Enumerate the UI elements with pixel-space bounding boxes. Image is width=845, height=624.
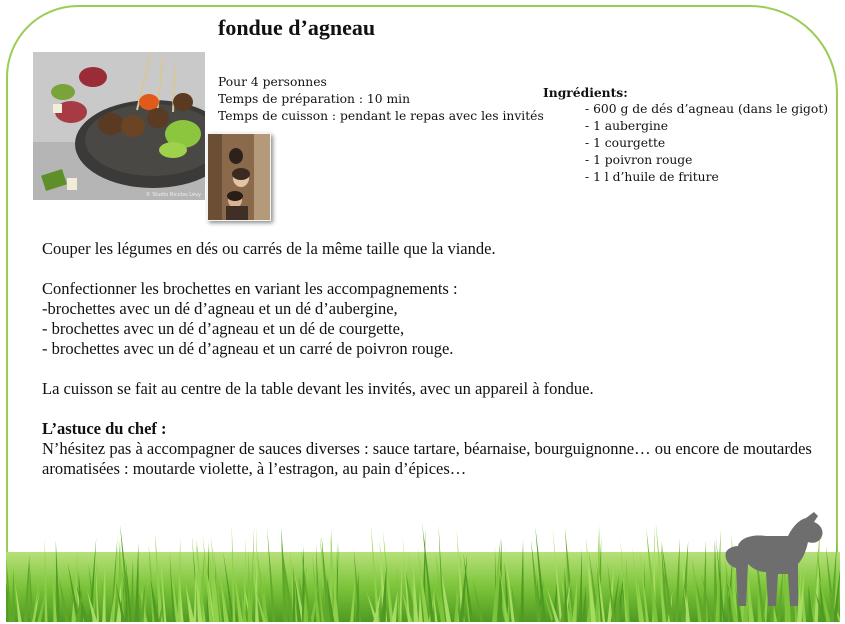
servings: Pour 4 personnes — [218, 75, 327, 89]
recipe-title: fondue d’agneau — [218, 15, 376, 40]
prep-time: Temps de préparation : 10 min — [218, 92, 411, 106]
ingredient-item: - 600 g de dés d’agneau (dans le gigot) — [585, 102, 829, 116]
photo-credit: © Studio Nicolas Lévy — [145, 192, 201, 198]
lamb-silhouette-icon — [718, 508, 826, 610]
ingredients-heading: Ingrédients: — [543, 85, 628, 100]
people-photo — [207, 133, 271, 221]
chef-tip-text: N’hésitez pas à accompagner de sauces diverses : sauce tartare, béarnaise, bourguignonne… ou encore de moutardes aromatisées : moutarde violette, à l’estragon, au pain d’épices… — [42, 439, 812, 478]
ingredient-item: - 1 aubergine — [585, 119, 669, 133]
skewer-variant: -brochettes avec un dé d’agneau et un dé d’aubergine, — [42, 299, 398, 318]
ingredients-section — [543, 84, 828, 186]
recipe-meta — [218, 74, 544, 125]
ingredient-item: - 1 poivron rouge — [585, 153, 693, 167]
ingredient-item: - 1 courgette — [585, 136, 666, 150]
ingredient-item: - 1 l d’huile de friture — [585, 170, 719, 184]
instruction-step-3: La cuisson se fait au centre de la table devant les invités, avec un appareil à fondue. — [42, 379, 594, 398]
instruction-step-2: Confectionner les brochettes en variant les accompagnements : — [42, 279, 458, 298]
instructions — [42, 239, 822, 479]
dish-photo — [33, 52, 205, 200]
chef-tip-heading: L’astuce du chef : — [42, 419, 167, 438]
skewer-variant: - brochettes avec un dé d’agneau et un carré de poivron rouge. — [42, 339, 454, 358]
ingredients-list — [543, 101, 828, 186]
cook-time: Temps de cuisson : pendant le repas avec les invités — [218, 109, 544, 123]
skewer-variant: - brochettes avec un dé d’agneau et un dé de courgette, — [42, 319, 405, 338]
instruction-step-1: Couper les légumes en dés ou carrés de la même taille que la viande. — [42, 239, 496, 258]
people-photo-illustration — [208, 134, 270, 220]
dish-photo-illustration — [33, 52, 205, 200]
grass-decoration — [6, 512, 840, 622]
